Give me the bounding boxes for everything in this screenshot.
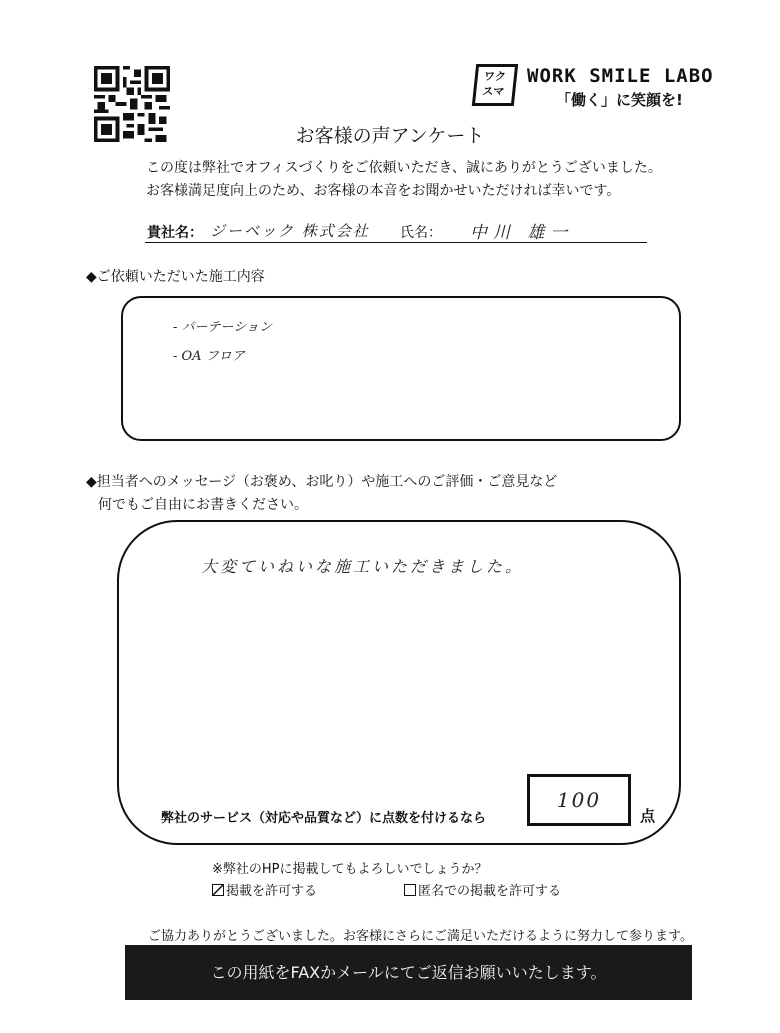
publish-anonymous-label: 匿名での掲載を許可する [418,884,562,899]
score-unit: 点 [640,807,656,825]
fax-notice-text: この用紙をFAXかメールにてご返信お願いいたします。 [210,963,607,982]
thanks-text: ご協力ありがとうございました。お客様にさらにご満足いただけるように努力して参ります。 [148,929,693,944]
message-section-heading: ◆担当者へのメッセージ（お褒め、お叱り）や施工へのご評価・ご意見など [86,474,558,490]
name-underline [145,242,647,243]
checkbox-unchecked-icon[interactable] [404,884,416,896]
name-label: 氏名： [400,225,442,241]
name-field[interactable]: 中川 雄一 [470,223,574,243]
company-field[interactable]: ジーベック 株式会社 [210,222,370,240]
logo-mark-bottom: スマ [481,85,505,98]
score-label: 弊社のサービス（対応や品質など）に点数を付けるなら [161,811,487,826]
message-text: 大変ていねいな施工いただきました。 [201,557,525,576]
logo-mark [472,64,518,106]
checkbox-checked-icon[interactable] [212,884,224,896]
score-field[interactable] [527,774,631,826]
publish-question: ※弊社のHPに掲載してもよろしいでしょうか？ [212,862,488,877]
publish-anonymous-option[interactable] [404,880,561,899]
intro-line-2: お客様満足度向上のため、お客様の本音をお聞かせいただければ幸いです。 [146,183,621,199]
score-value: 100 [556,788,602,812]
company-label: 貴社名： [147,225,203,241]
logo-tagline: 「働く」に笑顔を! [556,91,683,109]
work-content-box[interactable] [121,296,681,441]
logo-title: WORK SMILE LABO [527,65,714,87]
intro-line-1: この度は弊社でオフィスづくりをご依頼いただき、誠にありがとうございました。 [146,160,662,176]
work-item: - OA フロア [173,349,245,364]
work-section-heading: ◆ご依頼いただいた施工内容 [86,269,265,285]
work-item: - パーテーション [173,320,273,335]
fax-notice-bar [125,945,692,1000]
page-title: お客様の声アンケート [295,125,485,147]
message-section-subheading: 何でもご自由にお書きください。 [98,497,308,513]
publish-allow-option[interactable] [212,880,317,899]
publish-allow-label: 掲載を許可する [226,884,318,899]
logo-mark-top: ワク [483,70,507,83]
